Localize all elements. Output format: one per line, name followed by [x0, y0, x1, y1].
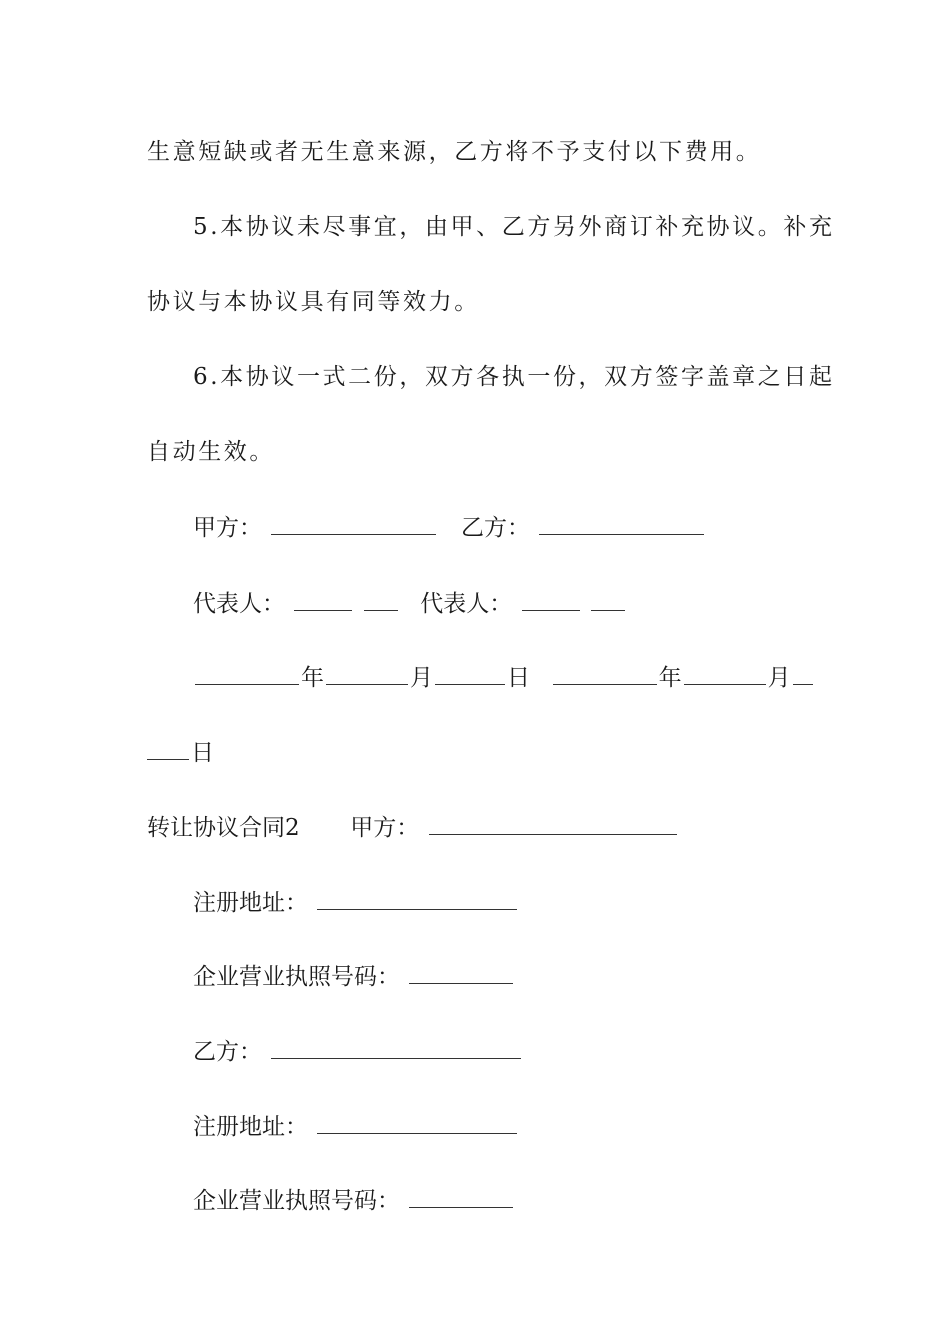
c2-party-a-blank	[429, 812, 677, 835]
day-b-blank-part2	[147, 737, 189, 760]
license-a-label: 企业营业执照号码：	[193, 964, 400, 990]
reg-address-a-line	[193, 887, 873, 917]
year-label: 年	[658, 665, 682, 691]
party-a-label: 甲方：	[193, 515, 262, 541]
contract-2-title: 转让协议合同2	[147, 815, 300, 841]
party-b-blank	[539, 512, 704, 535]
month-b-blank	[684, 662, 766, 685]
day-a-blank	[435, 662, 505, 685]
signature-parties-line	[193, 512, 873, 542]
reg-address-b-label: 注册地址：	[193, 1114, 308, 1140]
license-b-label: 企业营业执照号码：	[193, 1188, 400, 1214]
c2-party-b-label: 乙方：	[193, 1039, 262, 1065]
rep-b-label: 代表人：	[420, 591, 513, 617]
license-b-line	[193, 1185, 873, 1215]
c2-party-b-line	[193, 1036, 873, 1066]
reg-address-b-blank	[317, 1111, 517, 1134]
clause-5-line-1	[193, 212, 873, 242]
reg-address-a-label: 注册地址：	[193, 890, 308, 916]
paragraph-text: 6.本协议一式二份，双方各执一份，双方签字盖章之日起	[193, 364, 835, 390]
year-label: 年	[301, 665, 324, 691]
day-b-blank-part1	[793, 662, 813, 685]
year-a-blank	[195, 662, 299, 685]
c2-party-a-label: 甲方：	[350, 815, 420, 841]
rep-a-blank	[294, 588, 352, 611]
clause-5-line-2	[147, 287, 827, 317]
rep-a-blank-2	[364, 588, 398, 611]
rep-b-blank-2	[591, 588, 625, 611]
rep-b-blank	[522, 588, 580, 611]
date-line	[193, 662, 813, 692]
party-b-label: 乙方：	[460, 515, 530, 541]
month-label: 月	[767, 665, 791, 691]
clause-6-line-1	[193, 362, 873, 392]
reg-address-a-blank	[317, 887, 517, 910]
contract-2-heading-line	[147, 812, 827, 842]
paragraph-text: 协议与本协议具有同等效力。	[147, 289, 480, 315]
c2-party-b-blank	[271, 1036, 521, 1059]
day-label: 日	[507, 665, 530, 691]
year-b-blank	[553, 662, 657, 685]
license-a-line	[193, 961, 873, 991]
license-b-blank	[409, 1185, 513, 1208]
paragraph-text: 5.本协议未尽事宜，由甲、乙方另外商订补充协议。补充	[193, 214, 835, 240]
clause-6-line-2	[147, 437, 827, 467]
reg-address-b-line	[193, 1111, 873, 1141]
paragraph-text: 生意短缺或者无生意来源，乙方将不予支付以下费用。	[147, 139, 762, 165]
day-label: 日	[191, 740, 214, 766]
rep-a-label: 代表人：	[193, 591, 285, 617]
date-line-wrap	[147, 737, 827, 767]
license-a-blank	[409, 961, 513, 984]
paragraph-text: 自动生效。	[147, 439, 275, 465]
representative-line	[193, 588, 873, 618]
month-a-blank	[326, 662, 408, 685]
party-a-blank	[271, 512, 436, 535]
paragraph-4-end	[147, 137, 827, 167]
month-label: 月	[410, 665, 433, 691]
